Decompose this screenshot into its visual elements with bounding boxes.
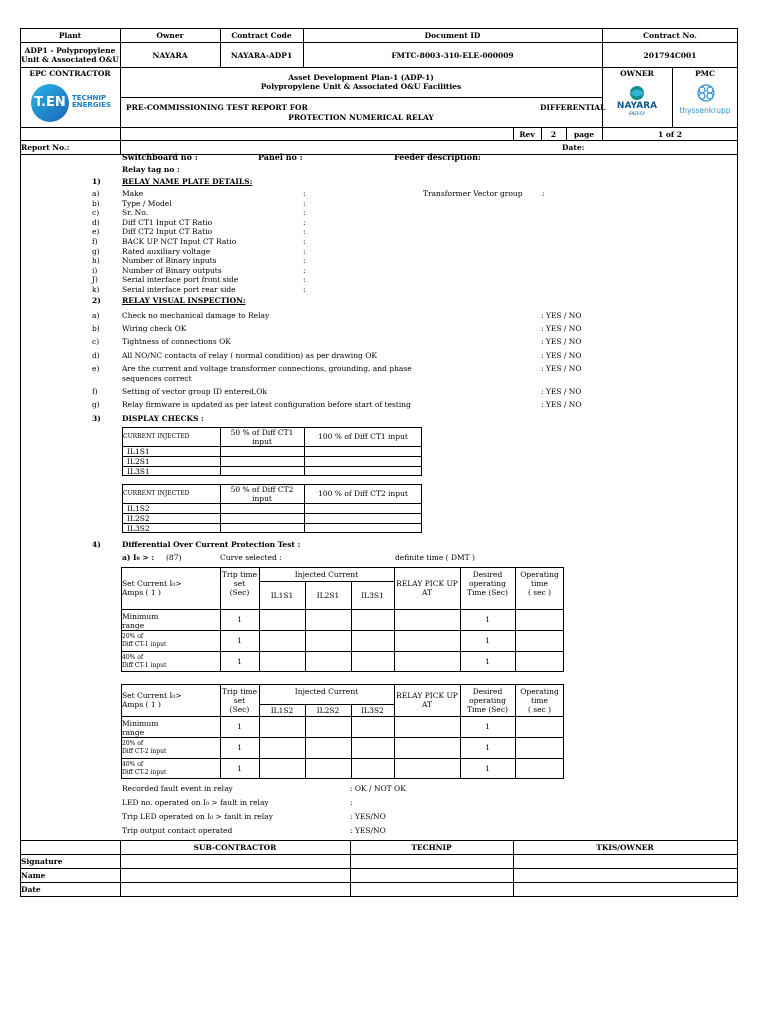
nameplate-item-label: Make <box>122 189 144 198</box>
test-row-label: 20% of <box>122 633 144 640</box>
plant-value-line1: ADP1 - Polypropylene <box>24 46 116 55</box>
test-row-label-cont: range <box>122 728 145 737</box>
section3-title: DISPLAY CHECKS : <box>122 414 204 423</box>
contract-code-header: Contract Code <box>231 31 292 40</box>
nayara-logo-sub: ENERGY <box>628 111 646 116</box>
test-row-label: Minimum <box>122 719 159 728</box>
plant-header: Plant <box>58 31 82 40</box>
thyssenkrupp-logo-text: thyssenkrupp <box>679 106 731 115</box>
nameplate-item-label: Number of Binary outputs <box>122 265 222 275</box>
test-row-label: 20% of <box>122 740 144 747</box>
inspection-item-key: g) <box>92 400 100 409</box>
test-row-label: Minimum <box>122 612 159 621</box>
table-rule <box>259 704 394 705</box>
owner-logo-label: OWNER <box>620 69 654 78</box>
technip-logo-mark: T.EN <box>34 95 66 110</box>
table-rule <box>121 651 564 652</box>
desired-time-header-unit: Time (Sec) <box>467 588 508 597</box>
table-rule <box>122 513 422 514</box>
trip-time-value: 1 <box>237 722 242 731</box>
test-row-label-cont: Diff CT-2 input <box>122 748 167 755</box>
rev-label: Rev <box>519 130 535 139</box>
ansi-code: (87) <box>166 553 182 562</box>
subcontractor-header: SUB-CONTRACTOR <box>193 843 277 852</box>
table-rule <box>121 609 564 610</box>
table-rule <box>122 523 422 524</box>
test-row-label-cont: range <box>122 621 145 630</box>
inspection-item-key: a) <box>92 311 100 320</box>
set-current-header-cont: Amps ( 1 ) <box>122 700 161 709</box>
contract-no-header: Contract No. <box>643 31 697 40</box>
desired-time-value: 1 <box>485 615 490 624</box>
rev-value: 2 <box>550 130 557 139</box>
table-rule <box>259 581 394 582</box>
inspection-item-key: d) <box>92 351 100 360</box>
differential-label: DIFFERENTIAL <box>540 103 606 112</box>
relay-pickup-header-cont: AT <box>421 700 432 709</box>
display-row-phase: IL3S2 <box>127 524 150 533</box>
panel-label: Panel no : <box>258 152 303 162</box>
desired-time-header-unit: Time (Sec) <box>467 705 508 714</box>
relay-pickup-header-cont: AT <box>421 588 432 597</box>
nameplate-item-key: b) <box>92 198 100 208</box>
date-row-label: Date <box>21 885 41 894</box>
nameplate-item-colon: : <box>303 217 306 227</box>
nameplate-item-colon: : <box>303 208 306 218</box>
table-rule <box>121 716 564 717</box>
owner-value: NAYARA <box>152 51 188 60</box>
desired-time-value: 1 <box>485 743 490 752</box>
nameplate-item-label: Number of Binary inputs <box>122 256 217 266</box>
feeder-label: Feeder description: <box>394 152 481 162</box>
phase-header: IL2S1 <box>316 591 340 600</box>
display-row-phase: IL1S2 <box>127 504 150 513</box>
page-label: page <box>573 130 595 139</box>
phase-header: IL1S2 <box>270 706 294 715</box>
relay-tag-label: Relay tag no : <box>122 165 180 174</box>
section1-number: 1) <box>92 177 101 186</box>
fault-result-value: : OK / NOT OK <box>350 784 406 793</box>
nameplate-item-key: h) <box>92 256 100 266</box>
vector-group-colon: : <box>542 189 545 198</box>
page-value: 1 of 2 <box>658 130 682 139</box>
nameplate-item-label: Serial interface port front side <box>122 275 239 285</box>
pct50-header-cont: input <box>252 494 272 503</box>
inspection-item-result: : YES / NO <box>541 351 582 360</box>
inspection-item-label: Relay firmware is updated as per latest configuration before start of testing <box>122 400 411 409</box>
technip-logo-text1: TECHNIP <box>72 94 107 102</box>
signature-row-label: Signature <box>21 857 63 866</box>
fault-result-label: Trip LED operated on I₀ > fault in relay <box>122 812 273 821</box>
technip-header: TECHNIP <box>411 843 452 852</box>
nameplate-item-colon: : <box>303 285 306 294</box>
nameplate-item-key: i) <box>92 265 98 275</box>
nayara-logo-text: NAYARA <box>616 101 658 111</box>
inspection-item-label: Are the current and voltage transformer connections, grounding, and phase <box>122 364 412 373</box>
inspection-item-key: b) <box>92 324 100 333</box>
desired-time-header-cont: operating <box>469 696 506 705</box>
curve-type-value: definite time ( DMT ) <box>395 553 475 562</box>
injected-current-header: Injected Current <box>294 570 359 579</box>
section4-number: 4) <box>92 540 101 549</box>
set-current-header: Set Current I₀> <box>122 579 182 588</box>
pct50-header: 50 % of Diff CT2 <box>230 485 294 494</box>
table-rule <box>122 466 422 467</box>
fault-result-label: LED no. operated on I₀ > fault in relay <box>122 798 269 807</box>
nameplate-item-colon: : <box>303 237 306 246</box>
thyssenkrupp-logo-icon <box>692 82 720 104</box>
technip-logo-text2: ENERGIES <box>72 101 111 109</box>
inspection-item-key: f) <box>92 387 98 396</box>
trip-time-header-unit: (Sec) <box>229 705 250 714</box>
date-label: Date: <box>562 143 585 152</box>
contract-code-value: NAYARA-ADP1 <box>230 51 293 60</box>
table-rule <box>259 684 260 779</box>
trip-time-value: 1 <box>237 764 242 773</box>
current-injected-header: CURRENT INJECTED <box>123 433 190 440</box>
table-rule <box>122 446 422 447</box>
test-row-label-cont: Diff CT-2 input <box>122 769 167 776</box>
table-rule <box>259 567 260 672</box>
trip-time-value: 1 <box>237 657 242 666</box>
operating-time-header-unit: ( sec ) <box>527 705 552 714</box>
phase-header: IL3S1 <box>361 591 384 600</box>
fault-result-value: : YES/NO <box>350 812 386 821</box>
display-row-phase: IL3S1 <box>127 467 150 476</box>
io-setting-label: a) I₀ > : <box>122 553 155 562</box>
desired-time-value: 1 <box>485 636 490 645</box>
report-no-label: Report No.: <box>21 143 70 152</box>
switchboard-label: Switchboard no : <box>122 152 198 162</box>
operating-time-header: Operating <box>520 687 559 696</box>
operating-time-header-cont: time <box>531 579 548 588</box>
inspection-item-result: : YES / NO <box>541 324 582 333</box>
nameplate-item-key: c) <box>92 208 100 218</box>
vector-group-label: Transformer Vector group <box>423 189 523 198</box>
table-rule <box>122 503 422 504</box>
table-rule <box>121 737 564 738</box>
phase-header: IL3S2 <box>361 706 384 715</box>
inspection-item-result: : YES / NO <box>541 337 582 346</box>
plant-value-line2: Unit & Associated O&U <box>21 55 119 64</box>
desired-time-value: 1 <box>485 657 490 666</box>
nameplate-item-key: a) <box>92 189 100 198</box>
nameplate-item-label: Sr. No. <box>122 208 148 218</box>
table-rule <box>121 630 564 631</box>
inspection-item-label: Tightness of connections OK <box>122 337 231 346</box>
set-current-header-cont: Amps ( 1 ) <box>122 588 161 597</box>
set-current-header: Set Current I₀> <box>122 691 182 700</box>
fault-result-value: : <box>350 798 353 807</box>
section2-number: 2) <box>92 296 101 305</box>
nameplate-item-label: BACK UP NCT Input CT Ratio <box>122 237 237 246</box>
nameplate-item-colon: : <box>303 256 306 266</box>
document-id-value: FMTC-8003-310-ELE-000009 <box>391 51 514 60</box>
name-row-label: Name <box>21 871 46 880</box>
document-id-header: Document ID <box>424 31 481 40</box>
nameplate-item-label: Diff CT2 Input CT Ratio <box>122 227 213 237</box>
curve-selected-label: Curve selected : <box>220 553 282 562</box>
trip-time-header-cont: set <box>233 579 246 588</box>
pct50-header-cont: input <box>252 437 272 446</box>
display-row-phase: IL2S2 <box>127 514 150 523</box>
current-injected-header: CURRENT INJECTED <box>123 490 190 497</box>
nameplate-item-key: k) <box>92 285 100 294</box>
operating-time-header: Operating <box>520 570 559 579</box>
fault-result-label: Trip output contact operated <box>122 826 233 835</box>
trip-time-header-cont: set <box>233 696 246 705</box>
epc-contractor-label: EPC CONTRACTOR <box>29 69 111 78</box>
desired-time-value: 1 <box>485 764 490 773</box>
phase-header: IL2S2 <box>316 706 340 715</box>
test-row-label: 40% of <box>122 761 144 768</box>
test-row-label: 40% of <box>122 654 144 661</box>
plan-title-line1: Asset Development Plan-1 (ADP-1) <box>288 73 434 82</box>
inspection-item-label: Check no mechanical damage to Relay <box>122 311 270 320</box>
test-row-label-cont: Diff CT-1 input <box>122 662 167 669</box>
table-rule <box>121 758 564 759</box>
nameplate-item-label: Rated auxiliary voltage <box>122 246 211 256</box>
desired-time-header: Desired <box>472 570 503 579</box>
nameplate-item-colon: : <box>303 265 306 275</box>
pct100-header: 100 % of Diff CT1 input <box>318 432 408 441</box>
relay-pickup-header: RELAY PICK UP <box>396 691 458 700</box>
inspection-item-result: : YES / NO <box>541 311 582 320</box>
pct50-header: 50 % of Diff CT1 <box>230 428 294 437</box>
operating-time-header-cont: time <box>531 696 548 705</box>
tkis-owner-header: TKIS/OWNER <box>596 843 654 852</box>
trip-time-value: 1 <box>237 615 242 624</box>
operating-time-header-unit: ( sec ) <box>527 588 552 597</box>
section2-title: RELAY VISUAL INSPECTION: <box>122 296 246 305</box>
display-row-phase: IL1S1 <box>127 447 150 456</box>
nameplate-item-label: Diff CT1 Input CT Ratio <box>122 217 213 227</box>
desired-time-value: 1 <box>485 722 490 731</box>
owner-header: Owner <box>156 31 184 40</box>
fault-result-label: Recorded fault event in relay <box>122 784 233 793</box>
nameplate-item-colon: : <box>303 275 306 285</box>
nameplate-item-colon: : <box>303 227 306 237</box>
section1-title: RELAY NAME PLATE DETAILS: <box>122 177 253 186</box>
nameplate-item-key: J) <box>92 275 98 285</box>
section4-title: Differential Over Current Protection Test : <box>122 540 301 549</box>
pmc-label: PMC <box>695 69 715 78</box>
display-row-phase: IL2S1 <box>127 457 150 466</box>
relay-label: PROTECTION NUMERICAL RELAY <box>288 113 434 122</box>
contract-no-value: 201794C001 <box>643 51 697 60</box>
nameplate-item-key: e) <box>92 227 100 237</box>
nameplate-item-key: g) <box>92 246 100 256</box>
inspection-item-result: : YES / NO <box>541 387 582 396</box>
nameplate-item-label: Serial interface port rear side <box>122 285 236 294</box>
nameplate-item-colon: : <box>303 246 306 256</box>
nameplate-item-colon: : <box>303 198 306 208</box>
table-rule <box>122 456 422 457</box>
inspection-item-label: Setting of vector group ID entered,Ok <box>122 387 267 396</box>
injected-current-header: Injected Current <box>294 687 359 696</box>
report-for-label: PRE-COMMISSIONING TEST REPORT FOR <box>126 103 308 112</box>
nameplate-item-key: d) <box>92 217 100 227</box>
section3-number: 3) <box>92 414 101 423</box>
inspection-item-result: : YES / NO <box>541 400 582 409</box>
nayara-logo-icon <box>626 84 648 102</box>
inspection-item-label-cont: sequences correct <box>122 374 192 383</box>
nameplate-item-colon: : <box>303 189 306 198</box>
nameplate-item-label: Type / Model <box>122 198 172 208</box>
relay-pickup-header: RELAY PICK UP <box>396 579 458 588</box>
phase-header: IL1S1 <box>270 591 294 600</box>
desired-time-header-cont: operating <box>469 579 506 588</box>
inspection-item-key: c) <box>92 337 100 346</box>
inspection-item-key: e) <box>92 364 100 373</box>
inspection-item-label: All NO/NC contacts of relay ( normal condition) as per drawing OK <box>122 351 377 360</box>
plan-title-line2: Polypropylene Unit & Associated O&U Facilities <box>260 82 462 91</box>
fault-result-value: : YES/NO <box>350 826 386 835</box>
trip-time-value: 1 <box>237 743 242 752</box>
desired-time-header: Desired <box>472 687 503 696</box>
test-row-label-cont: Diff CT-1 input <box>122 641 167 648</box>
trip-time-header: Trip time <box>221 570 258 579</box>
trip-time-value: 1 <box>237 636 242 645</box>
pct100-header: 100 % of Diff CT2 input <box>318 489 408 498</box>
trip-time-header-unit: (Sec) <box>229 588 250 597</box>
trip-time-header: Trip time <box>221 687 258 696</box>
inspection-item-label: Wiring check OK <box>122 324 187 333</box>
nameplate-item-key: f) <box>92 237 98 246</box>
inspection-item-result: : YES / NO <box>541 364 582 373</box>
